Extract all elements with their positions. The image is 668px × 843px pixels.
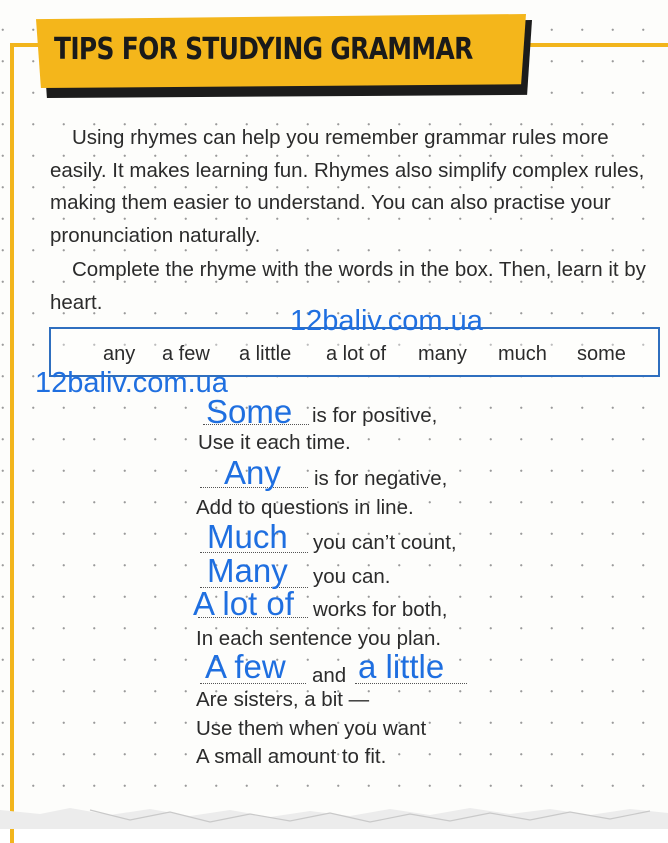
word-box-item: much xyxy=(498,343,547,365)
frame-left-border xyxy=(10,43,14,843)
word-box-item: some xyxy=(577,343,626,365)
rhyme-line: and xyxy=(312,664,347,687)
answer-text: A few xyxy=(205,648,286,685)
rhyme-line: Add to questions in line. xyxy=(196,496,414,519)
word-box-item: a little xyxy=(239,343,292,365)
rhyme-line: A small amount to fit. xyxy=(196,745,387,768)
watermark: 12baliv.com.ua xyxy=(290,305,483,337)
answer-text: Many xyxy=(207,552,288,589)
watermark: 12baliv.com.ua xyxy=(35,367,228,399)
answer-text: a little xyxy=(358,648,445,685)
word-box-item: any xyxy=(103,343,136,365)
intro-paragraph: Using rhymes can help you remember grammar rules more easily. It makes learning fun. Rhymes also simplify complex rules, making them easier to understand. You can also practise your pronunciation naturally. xyxy=(50,126,645,247)
answer-text: Much xyxy=(207,518,288,555)
rhyme-line: you can’t count, xyxy=(313,531,457,554)
answer-text: Some xyxy=(206,393,293,430)
rhyme-line: In each sentence you plan. xyxy=(196,627,442,650)
rhyme-line: you can. xyxy=(313,565,391,588)
page-title: TIPS FOR STUDYING GRAMMAR xyxy=(54,32,473,67)
answer-text: A lot of xyxy=(193,585,294,622)
rhyme-line: is for positive, xyxy=(312,404,438,427)
rhyme-line: Use them when you want xyxy=(196,717,427,740)
answer-text: Any xyxy=(224,454,281,491)
word-box-item: a lot of xyxy=(326,343,387,365)
torn-paper-edge xyxy=(0,800,668,829)
word-box-item: a few xyxy=(162,343,210,365)
rhyme-line: Are sisters, a bit — xyxy=(196,688,370,711)
word-box-item: many xyxy=(418,343,467,365)
rhyme-line: Use it each time. xyxy=(198,431,351,454)
rhyme-line: is for negative, xyxy=(314,467,448,490)
rhyme-line: works for both, xyxy=(313,598,448,621)
instruction-paragraph: Complete the rhyme with the words in the box. Then, learn it by heart. xyxy=(50,258,646,314)
